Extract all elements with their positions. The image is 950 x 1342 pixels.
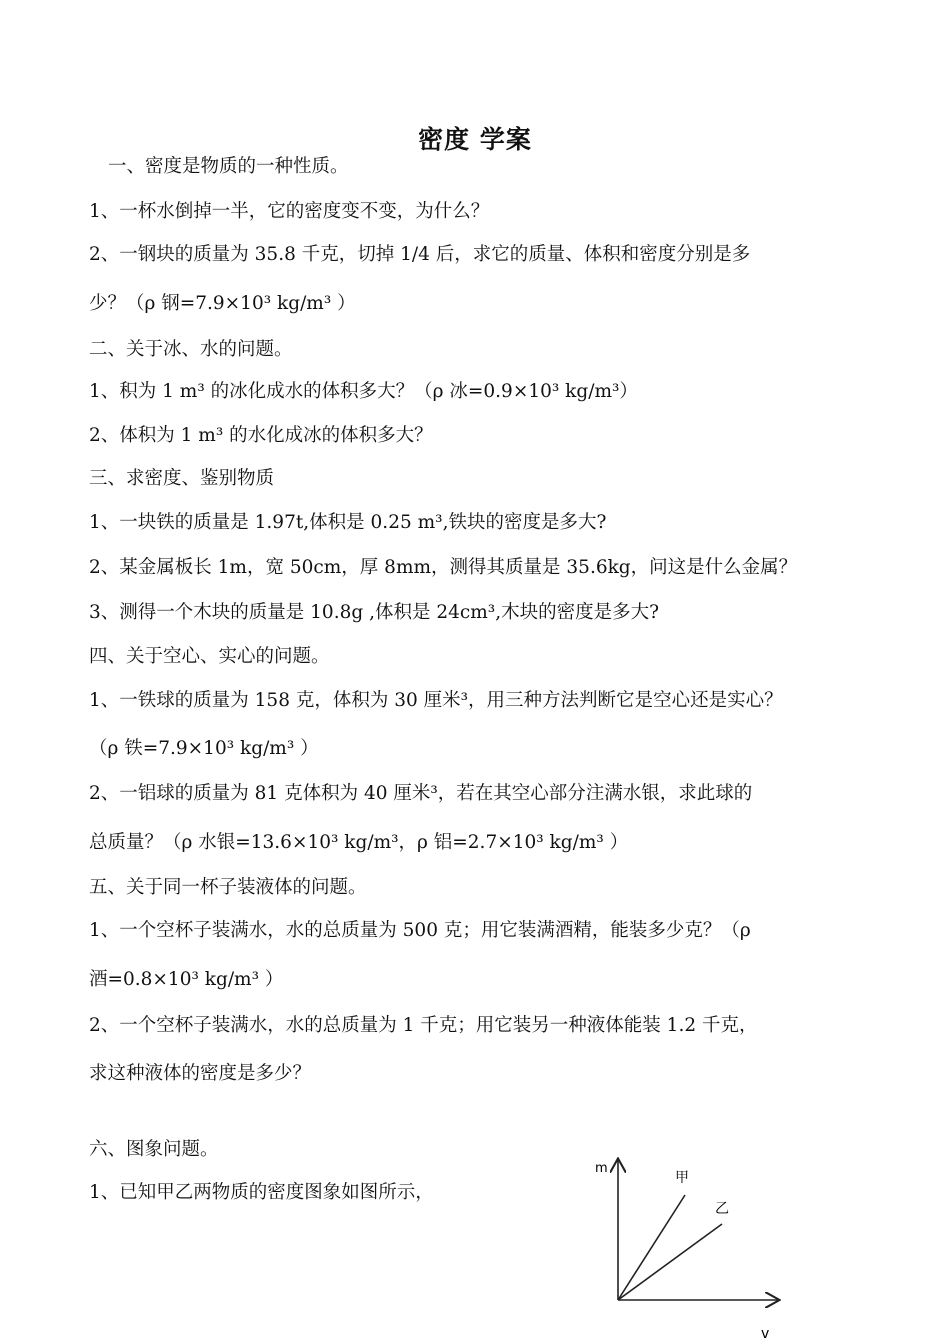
question-line: 1、一杯水倒掉一半，它的密度变不变，为什么？ [89,201,490,222]
page-title: 密度 学案 [418,125,532,154]
section-heading-3: 三、求密度、鉴别物质 [89,468,275,489]
question-line: 1、积为 1 m³ 的冰化成水的体积多大？（ρ 冰=0.9×10³ kg/m³） [89,381,638,402]
question-line: 3、测得一个木块的质量是 10.8g ,体积是 24cm³,木块的密度是多大? [89,602,659,623]
section-heading-2: 二、关于冰、水的问题。 [89,339,293,360]
section-heading-5: 五、关于同一杯子装液体的问题。 [89,877,367,898]
section-heading-1: 一、密度是物质的一种性质。 [108,156,349,177]
question-line: 总质量？（ρ 水银=13.6×10³ kg/m³，ρ 铝=2.7×10³ kg/m³ ） [89,832,629,853]
section-heading-6: 六、图象问题。 [89,1139,219,1160]
question-line: 1、一块铁的质量是 1.97t,体积是 0.25 m³,铁块的密度是多大? [89,512,607,533]
x-axis-label: v [761,1326,770,1342]
question-line: 少？（ρ 钢=7.9×10³ kg/m³ ） [89,293,356,314]
question-line: 1、一铁球的质量为 158 克，体积为 30 厘米³，用三种方法判断它是空心还是实心？ [89,690,783,711]
question-line: 2、一铝球的质量为 81 克体积为 40 厘米³，若在其空心部分注满水银，求此球的 [89,783,753,804]
line-a-label: 甲 [675,1170,689,1186]
section-heading-4: 四、关于空心、实心的问题。 [89,646,330,667]
question-line: 1、一个空杯子装满水，水的总质量为 500 克；用它装满酒精，能装多少克？（ρ [89,920,751,941]
question-line: 2、某金属板长 1m，宽 50cm，厚 8mm，测得其质量是 35.6kg，问这是什么金属？ [89,557,798,578]
question-line: 酒=0.8×10³ kg/m³ ） [89,969,284,990]
y-axis-label: m [595,1161,608,1176]
question-line: 2、一个空杯子装满水，水的总质量为 1 千克；用它装另一种液体能装 1.2 千克， [89,1015,758,1036]
line-b-label: 乙 [715,1201,729,1217]
density-graph [585,1150,785,1342]
line-a [618,1195,685,1300]
question-line: 2、体积为 1 m³ 的水化成冰的体积多大？ [89,425,433,446]
question-line: 求这种液体的密度是多少？ [89,1063,312,1084]
question-line: 2、一钢块的质量为 35.8 千克，切掉 1/4 后，求它的质量、体积和密度分别是多 [89,244,751,265]
question-line: 1、已知甲乙两物质的密度图象如图所示， [89,1182,434,1203]
question-line: （ρ 铁=7.9×10³ kg/m³ ） [89,738,319,759]
line-b [618,1224,722,1300]
